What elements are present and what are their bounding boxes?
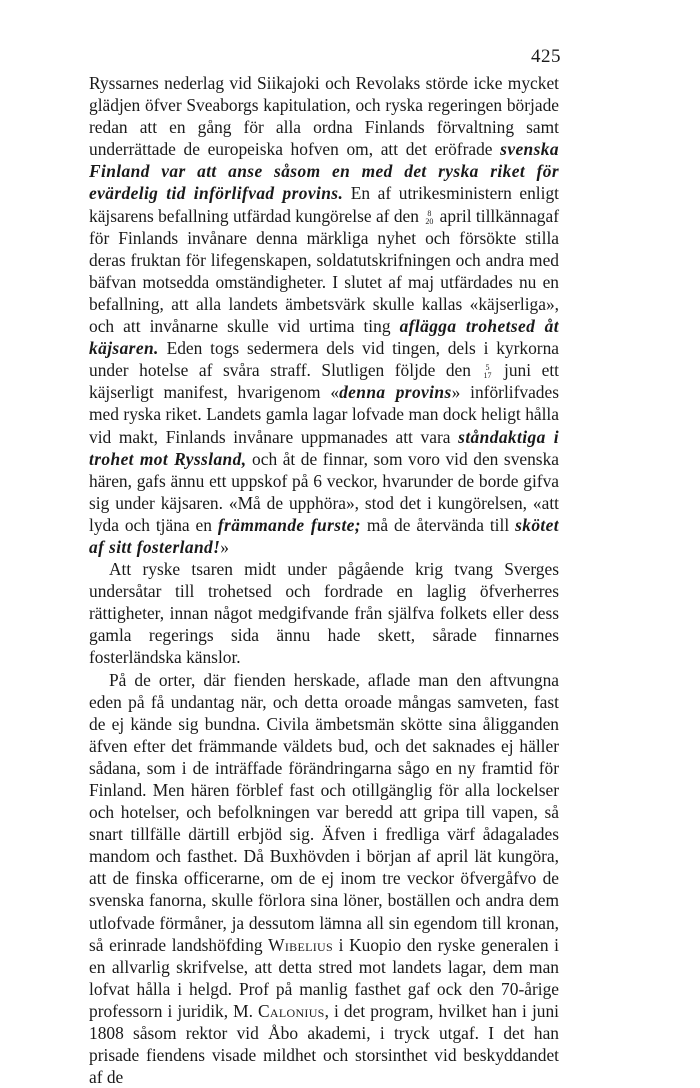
emphasized-text: denna provins [339,382,452,403]
small-caps-name: Wibelius [268,934,333,955]
fraction-denominator: 17 [483,371,492,381]
paragraph [89,558,559,668]
fraction-numerator: 8 [427,208,432,218]
text-run: i Kuopio den ryske generalen i en allvarlig skrifvelse, att detta stred mot landets lagar, dem man lofvat hålla i helgd. Prof på manlig fasthet gaf ock den 70-årige professorn i juridik, M. [89,934,559,1021]
emphasized-text: aflägga trohetsed åt käjsaren. [89,316,559,359]
body-text [89,72,559,1088]
date-fraction [484,364,492,380]
text-run: » införlifvades med ryska riket. Landets gamla lagar lofvade man dock heligt hålla vid makt, Finlands invånare uppmanades att vara [89,382,559,447]
emphasized-text: främmande furste; [217,514,361,535]
text-run: april tillkännagaf för Finlands invånare denna märkliga nyhet och försökte stilla deras fruktan för lifegenskapen, soldatutskrifningen och andra med bäfvan motsedda omständigheter. I slutet af maj utfärdades nu en befallning, att alla landets ämbetsvärk skulle kallas «käjserliga», och att invånarne skulle vid urtima ting [89,205,559,337]
text-run: juni ett käjserligt manifest, hvarigenom « [89,360,559,403]
text-run: Att ryske tsaren midt under pågående krig tvang Sverges undersåtar till trohetsed och fordrade en laglig öfverherres rättigheter, innan något medgifvande från själfva folkets eller dess gamla regerings sida ännu hade skett, sårade finnarnes fosterländska känslor. [89,559,559,668]
date-fraction [425,210,433,226]
text-run: må de återvända till [361,514,516,535]
text-run: Ryssarnes nederlag vid Siikajoki och Revolaks störde icke mycket glädjen öfver Sveaborgs kapitulation, och ryska regeringen började redan att en gång för alla ordna Finlands förvaltning samt underrättade de europeiska hofven om, att det eröfrade [89,73,559,160]
fraction-numerator: 5 [485,363,490,373]
emphasized-text: ståndaktiga i trohet mot Ryssland, [89,426,559,469]
text-run: » [220,536,229,557]
page-number: 425 [531,46,561,67]
text-run: , i det program, hvilket han i juni 1808 såsom rektor vid Åbo akademi, i tryck utgaf. I det han prisade fiendens visade mildhet och storsinthet vid beskyddandet af de [89,1000,559,1088]
fraction-denominator: 20 [425,216,434,226]
paragraph [89,72,559,558]
paragraph [89,669,559,1088]
text-run: En af utrikesministern enligt käjsarens befallning utfärdad kungörelse af den [89,183,559,226]
text-run: Eden togs sedermera dels vid tingen, dels i kyrkorna under hotelse af svåra straff. Slutligen följde den [89,338,559,381]
emphasized-text: skötet af sitt fosterland! [89,514,560,557]
small-caps-name: Calonius [257,1000,325,1021]
text-run: På de orter, där fienden herskade, aflade man den aftvungna eden på få undantag när, och detta oroade mångas samveten, fast de ej kände sig bundna. Civila ämbetsmän skötte sina åligganden äfven efter det främmande väldets bud, och det saknades ej häller sådana, som i de inträffade förändringarna sågo en ny framtid för Finland. Men hären förblef fast och otillgänglig för alla lockelser och hotelser, och befolkningen var beredd att gripa till vapen, så snart tillfälle därtill erbjöd sig. Äfven i fredliga värf ådagalades mandom och fasthet. Då Buxhövden i början af april lät kungöra, att de finska officerarne, om de ej inom tre veckor öfvergåfvo de svenska fanorna, skulle förlora sina löner, boställen och andra dem utlofvade förmåner, ja dessutom lämna all sin egendom till kronan, så erinrade landshöfding [89,669,559,955]
emphasized-text: svenska Finland var att anse såsom en med det ryska riket för evärdelig tid införlifvad provins. [89,139,559,204]
text-run: och åt de finnar, som voro vid den svenska hären, gafs ännu ett uppskof på 6 veckor, hvarunder de borde gifva sig under käjsaren. «Må de upphöra», stod det i kungörelsen, «att lyda och tjäna en [89,448,559,535]
